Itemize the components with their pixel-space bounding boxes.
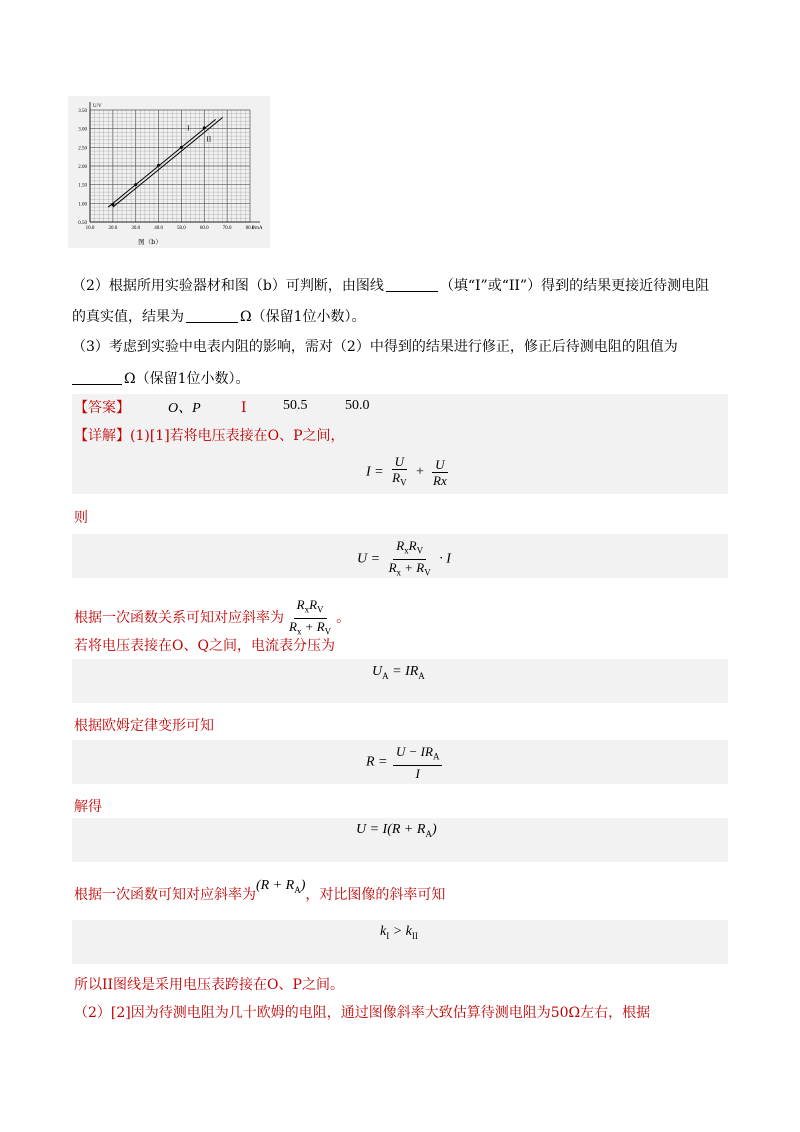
answer-value-2: I — [241, 400, 247, 416]
chart-figure — [68, 96, 270, 248]
y-tick-label: 1.00 — [78, 202, 87, 208]
detail-then: 则 — [74, 510, 88, 526]
x-tick-label: 30.0 — [131, 226, 141, 231]
y-tick-label: 2.00 — [78, 165, 87, 170]
equation-1: I = $\frac{U}{R_V}$ + $\frac{U}{Rx}$ — [366, 454, 447, 488]
answer-value-3: 50.5 — [283, 398, 308, 413]
detail-slope-1: 根据一次函数关系可知对应斜率为 $\frac{R_xR_V}{R_x + R_V}$ 。 — [74, 597, 351, 637]
data-point — [134, 183, 137, 186]
y-tick-label: 3.50 — [78, 109, 87, 114]
chart-caption: 图（b） — [138, 238, 162, 246]
equation-2: U = $\frac{R_xR_V}{R_x + R_V}$ · I — [357, 538, 451, 578]
detail-solve: 解得 — [74, 799, 102, 815]
y-tick-label: 2.50 — [78, 146, 87, 152]
x-tick-label: 10.0 — [85, 226, 95, 231]
detail-conclusion: 所以II图线是采用电压表跨接在O、P之间。 — [74, 977, 344, 993]
data-point — [203, 126, 206, 129]
answer-blank — [186, 308, 238, 323]
equation-3: $U_A = IR_A$ — [372, 664, 425, 681]
y-tick-label: 0.50 — [78, 221, 87, 226]
x-tick-label: 70.0 — [222, 226, 232, 231]
detail-part-2: （2）[2]因为待测电阻为几十欧姆的电阻，通过图像斜率大致估算待测电阻为50Ω左右，根据 — [74, 1005, 651, 1021]
answer-value-4: 50.0 — [345, 398, 370, 413]
x-axis-label: I/mA — [252, 226, 263, 231]
x-tick-label: 50.0 — [177, 226, 186, 231]
question-2-line-1: （2）根据所用实验器材和图（b）可判断，由图线 （填“I”或“II”）得到的结果更接近待测电阻 — [72, 278, 710, 294]
series-label-1: I — [187, 124, 190, 133]
x-tick-label: 80.0 — [245, 226, 255, 231]
detail-intro: 【详解】(1)[1]若将电压表接在O、P之间， — [74, 428, 345, 444]
detail-oq: 若将电压表接在O、Q之间，电流表分压为 — [74, 638, 335, 654]
detail-slope-2: 根据一次函数可知对应斜率为$(R + R_A)$，对比图像的斜率可知 — [74, 878, 446, 903]
answer-label: 【答案】 — [74, 400, 130, 416]
data-point — [180, 146, 183, 149]
x-tick-label: 20.0 — [108, 226, 118, 231]
equation-6: $k_I > k_{II}$ — [380, 924, 418, 941]
y-axis-label: U/V — [93, 104, 102, 109]
equation-5: $U = I(R + R_A)$ — [356, 822, 437, 839]
data-point — [157, 164, 160, 167]
ui-chart — [68, 96, 270, 248]
y-tick-label: 3.00 — [78, 127, 87, 133]
question-3-line-2: Ω（保留1位小数）。 — [72, 369, 250, 389]
answer-blank — [72, 370, 122, 385]
question-3-line-1: （3）考虑到实验中电表内阻的影响，需对（2）中得到的结果进行修正，修正后待测电阻的阻值为 — [72, 339, 678, 355]
x-tick-label: 40.0 — [154, 226, 163, 231]
y-tick-label: 1.50 — [78, 183, 87, 189]
x-tick-label: 60.0 — [199, 226, 209, 231]
answer-blank — [386, 277, 438, 292]
equation-4: R = $\frac{U - IR_A}{I}$ — [366, 744, 444, 781]
detail-ohm: 根据欧姆定律变形可知 — [74, 718, 214, 734]
data-point — [111, 203, 114, 206]
answer-value-1: O、P — [168, 401, 201, 416]
series-label-2: II — [206, 135, 212, 144]
question-2-line-2: 的真实值，结果为 Ω（保留1位小数）。 — [72, 309, 366, 325]
